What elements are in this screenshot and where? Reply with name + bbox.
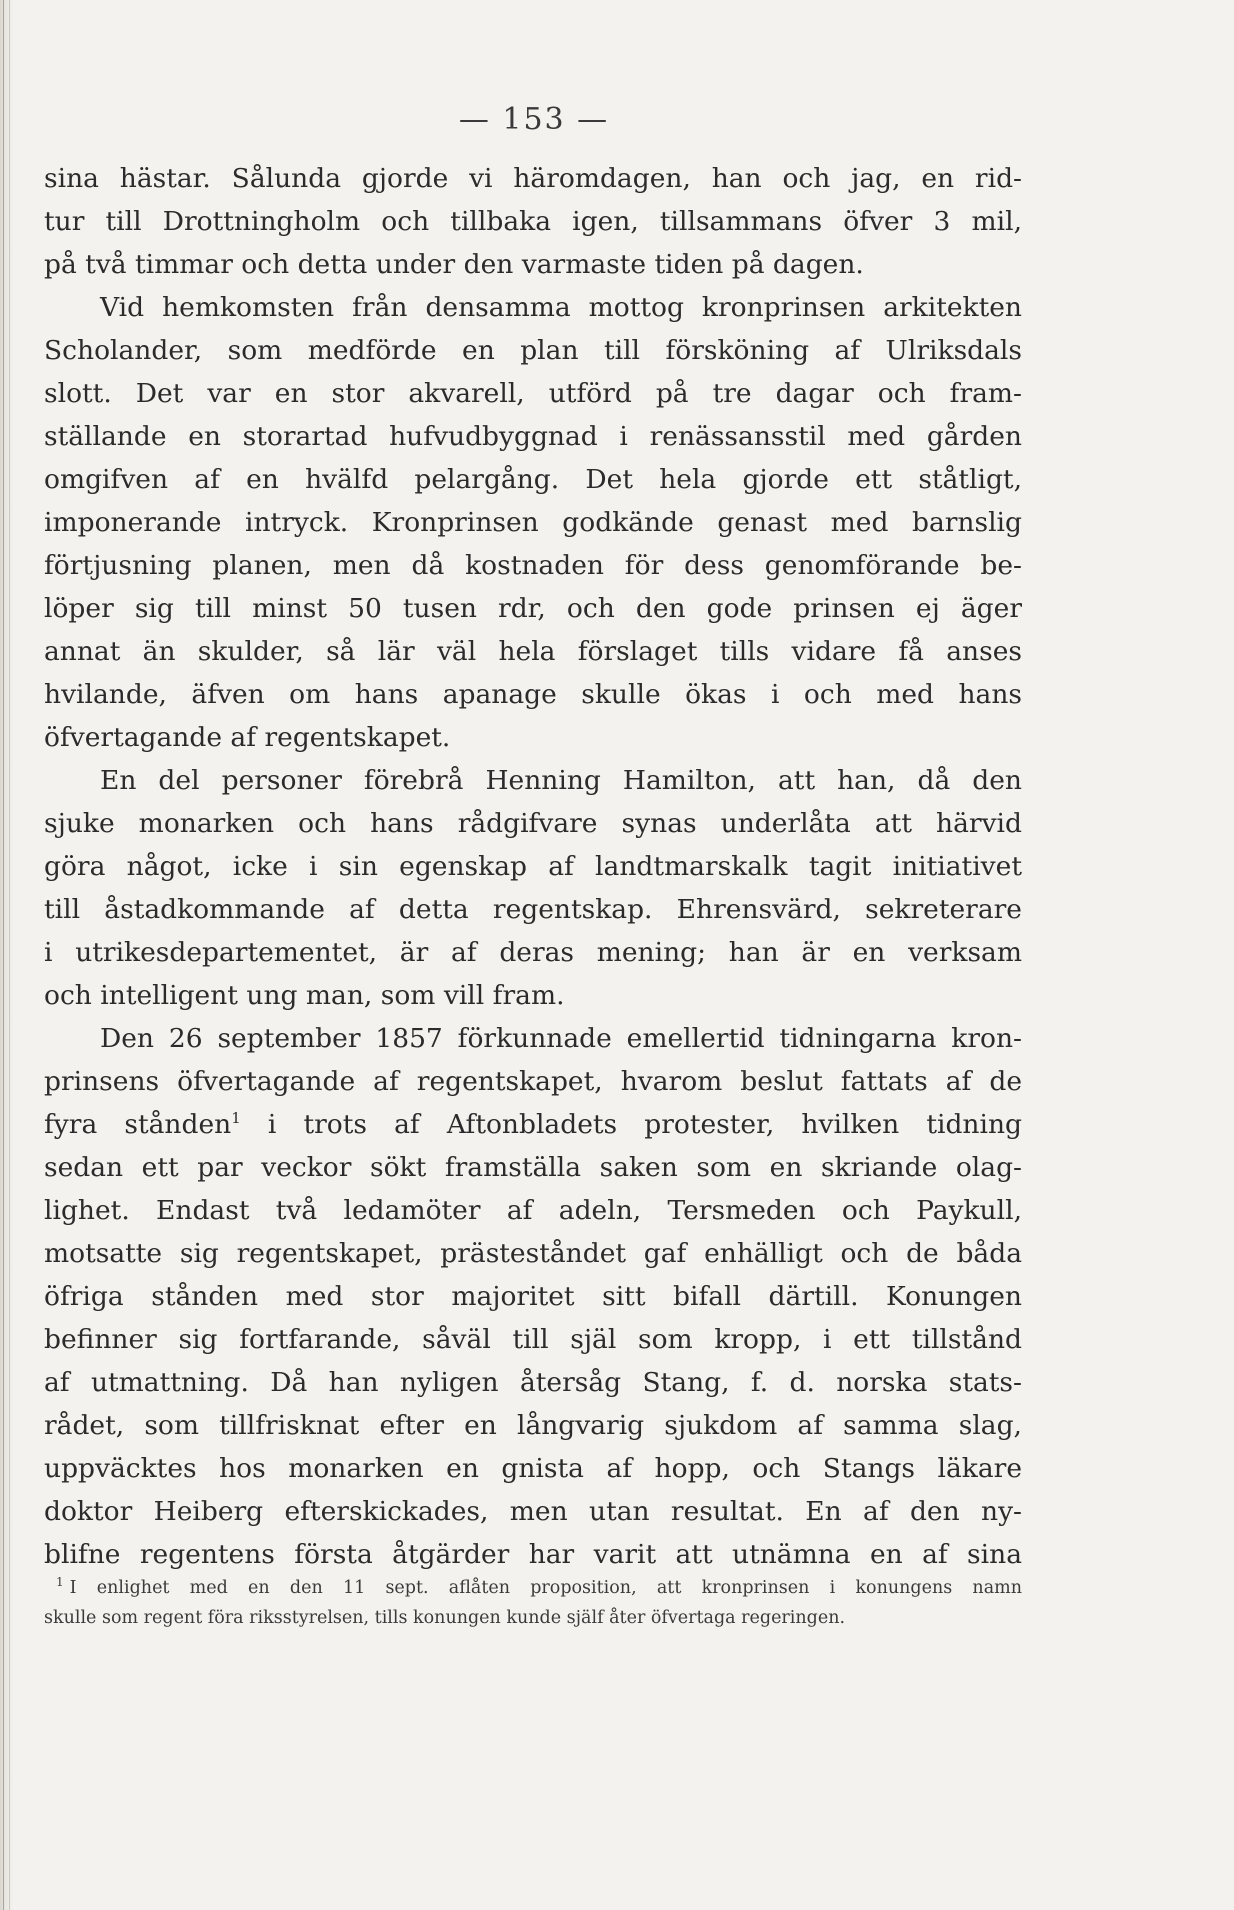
footnotes <box>44 1573 1022 1633</box>
text-line: slott. Det var en stor akvarell, utförd på tre dagar och fram- <box>44 378 1022 409</box>
text-line: löper sig till minst 50 tusen rdr, och den gode prinsen ej äger <box>44 593 1022 624</box>
binding-line <box>9 0 10 1910</box>
text-line: sjuke monarken och hans rådgifvare synas underlåta att härvid <box>44 808 1022 839</box>
text-segment: i trots af Aftonbladets protester, hvilken tidning <box>267 1109 1022 1140</box>
text-line: öfvertagande af regentskapet. <box>44 722 451 753</box>
text-line <box>44 1103 1022 1146</box>
text-line: af utmattning. Då han nyligen återsåg Stang, f. d. norska stats- <box>44 1367 1022 1398</box>
text-line: blifne regentens första åtgärder har varit att utnämna en af sina <box>44 1539 1022 1570</box>
text-line: omgifven af en hvälfd pelargång. Det hela gjorde ett ståtligt, <box>44 464 1022 495</box>
text-line: till åstadkommande af detta regentskap. Ehrensvärd, sekreterare <box>44 894 1022 925</box>
text-line: motsatte sig regentskapet, prästeståndet gaf enhälligt och de båda <box>44 1238 1022 1269</box>
text-line: göra något, icke i sin egenskap af landtmarskalk tagit initiativet <box>44 851 1022 882</box>
text-line: Vid hemkomsten från densamma mottog kronprinsen arkitekten <box>100 292 1022 323</box>
text-line: på två timmar och detta under den varmaste tiden på dagen. <box>44 249 864 280</box>
text-line: hvilande, äfven om hans apanage skulle ökas i och med hans <box>44 679 1022 710</box>
body-text <box>44 157 1022 1576</box>
footnote-text: I enlighet med en den 11 sept. aflåten proposition, att kronprinsen i konungens namn <box>69 1578 1022 1598</box>
page-number: — 153 — <box>458 102 610 137</box>
text-line: och intelligent ung man, som vill fram. <box>44 980 565 1011</box>
text-line: Scholander, som medförde en plan till försköning af Ulriksdals <box>44 335 1022 366</box>
text-line: annat än skulder, så lär väl hela förslaget tills vidare få anses <box>44 636 1022 667</box>
text-line: sina hästar. Sålunda gjorde vi häromdagen, han och jag, en rid- <box>44 163 1022 194</box>
text-line: rådet, som tillfrisknat efter en långvarig sjukdom af samma slag, <box>44 1410 1022 1441</box>
footnote-reference[interactable]: 1 <box>231 1109 241 1128</box>
footnote-marker: 1 <box>56 1575 64 1590</box>
text-line: prinsens öfvertagande af regentskapet, hvarom beslut fattats af de <box>44 1066 1022 1097</box>
text-line: Den 26 september 1857 förkunnade emellertid tidningarna kron- <box>100 1023 1022 1054</box>
footnote-line <box>44 1573 1022 1603</box>
text-line: uppväcktes hos monarken en gnista af hopp, och Stangs läkare <box>44 1453 1022 1484</box>
text-line: befinner sig fortfarande, såväl till själ som kropp, i ett tillstånd <box>44 1324 1022 1355</box>
text-line: i utrikesdepartementet, är af deras mening; han är en verksam <box>44 937 1022 968</box>
text-line: öfriga stånden med stor majoritet sitt bifall därtill. Konungen <box>44 1281 1022 1312</box>
text-line: sedan ett par veckor sökt framställa saken som en skriande olag- <box>44 1152 1022 1183</box>
text-line: En del personer förebrå Henning Hamilton, att han, då den <box>100 765 1022 796</box>
text-line: doktor Heiberg efterskickades, men utan resultat. En af den ny- <box>44 1496 1022 1527</box>
footnote-line: skulle som regent föra riksstyrelsen, tills konungen kunde själf åter öfvertaga regeringen. <box>44 1608 846 1628</box>
text-line: imponerande intryck. Kronprinsen godkände genast med barnslig <box>44 507 1022 538</box>
text-line: tur till Drottningholm och tillbaka igen, tillsammans öfver 3 mil, <box>44 206 1022 237</box>
text-segment: fyra stånden <box>44 1109 232 1140</box>
text-line: ställande en storartad hufvudbyggnad i renässansstil med gården <box>44 421 1022 452</box>
text-line: lighet. Endast två ledamöter af adeln, Tersmeden och Paykull, <box>44 1195 1022 1226</box>
text-line: förtjusning planen, men då kostnaden för dess genomförande be- <box>44 550 1022 581</box>
binding-line <box>3 0 4 1910</box>
